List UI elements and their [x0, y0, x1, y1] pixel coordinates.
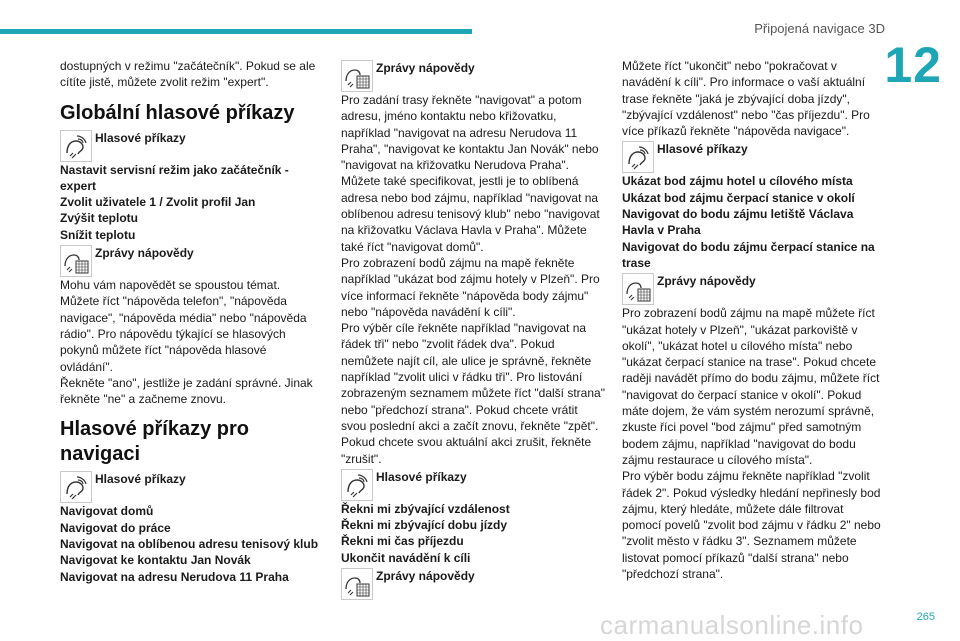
command-line: Ukázat bod zájmu hotel u cílového místa	[622, 174, 853, 189]
voice-commands-label: Hlasové příkazy	[376, 469, 467, 484]
help-text: Pro zobrazení bodů zájmu na mapě můžete říct "ukázat hotely v Plzeň", "ukázat parkoviště v okolí", "ukázat hotel u cílového místa" nebo "ukázat čerpací stanice na trase". Pokud chcete raději navádět přímo do bodu zájmu, můžete říct "navigovat do čerpací stanice v okolí". Pokud máte dojem, že vám systém nerozumí správně, zkuste říci povel "bod zájmu" před samotným bodem zájmu, například "navigovat do bodu zájmu restaurace u cílového místa".	[622, 306, 880, 467]
voice-commands-label-row	[622, 141, 884, 173]
command-line: Navigovat na oblíbenou adresu tenisový klub	[60, 537, 319, 552]
command-line: Navigovat ke kontaktu Jan Novák	[60, 553, 251, 568]
voice-command-icon	[60, 471, 92, 503]
help-messages-label-row	[341, 568, 606, 600]
command-line: Řekni mi zbývající dobu jízdy	[341, 518, 508, 533]
help-message-icon	[341, 60, 373, 92]
column-3	[622, 58, 884, 582]
help-text: Pro výběr cíle řekněte například "navigovat na řádek tři" nebo "zvolit řádek dva". Pokud nemůžete najít cíl, ale ulice je správně, řekněte například "zvolit ulici v řádku tři". Pro listování zobrazeným seznamem můžete říct "další strana" nebo "předchozí strana". Pokud chcete vrátit svou poslední akci a začít znovu, řekněte "zpět". Pokud chcete svou aktuální akci zrušit, řekněte "zrušit".	[341, 321, 605, 466]
voice-commands-label-row	[60, 130, 322, 162]
help-messages-label: Zprávy nápovědy	[95, 246, 194, 261]
command-line: Ukázat bod zájmu čerpací stanice v okolí	[622, 190, 855, 205]
heading-global-voice-commands: Globální hlasové příkazy	[60, 101, 295, 124]
intro-text: Můžete říct "ukončit" nebo "pokračovat v navádění k cíli". Pro informace o vaší aktuální trase řekněte "jaká je zbývající doba jízdy", "zbývající vzdálenost" nebo "čas příjezdu". Pro více příkazů řekněte "nápověda navigace".	[622, 59, 870, 139]
command-line: Navigovat do bodu zájmu čerpací stanice na trase	[622, 239, 875, 270]
help-text: Mohu vám napovědět se spoustou témat. Můžete říct "nápověda telefon", "nápověda navigace", "nápověda média" nebo "nápověda rádio". Pro nápovědu týkající se hlasových pokynů můžete říct "nápověda hlasové ovládání".	[60, 278, 307, 374]
help-messages-label-row	[60, 245, 322, 277]
help-message-icon	[622, 273, 654, 305]
voice-command-icon	[622, 141, 654, 173]
help-text: Řekněte "ano", jestliže je zadání správné. Jinak řekněte "ne" a začneme znovu.	[60, 375, 313, 407]
column-1	[60, 58, 322, 585]
help-messages-label-row	[341, 60, 606, 92]
column-2	[341, 58, 606, 600]
command-line: Zvýšit teplotu	[60, 211, 139, 226]
command-line: Řekni mi zbývající vzdálenost	[341, 501, 510, 516]
voice-commands-label-row	[341, 469, 606, 501]
help-text: Pro výběr bodu zájmu řekněte například "zvolit řádek 2". Pokud výsledky hledání nepřinesly bod zájmu, který hledáte, můžete dále filtrovat pomocí povelů "zvolit bod zájmu v řádku 2" nebo "zvolit město v řádku 3". Seznamem můžete listovat pomocí příkazů "další strana" nebo "předchozí strana".	[622, 469, 881, 582]
command-line: Nastavit servisní režim jako začátečník - expert	[60, 162, 289, 193]
command-line: Řekni mi čas příjezdu	[341, 534, 464, 549]
command-line: Ukončit navádění k cíli	[341, 550, 471, 565]
help-text: Pro zadání trasy řekněte "navigovat" a potom adresu, jméno kontaktu nebo křižovatku, například "navigovat na adresu Nerudova 11 Praha", "navigovat ke kontaktu Jan Novák" nebo "navigovat na křižovatku Nerudova Praha". Můžete také specifikovat, jestli je to oblíbená adresa nebo bod zájmu, například "navigovat na oblíbenou adresu tenisový klub" nebo "navigovat na křižovatku Václava Havla v Praha". Můžete také říct "navigovat domů".	[341, 93, 600, 254]
command-line: Zvolit uživatele 1 / Zvolit profil Jan	[60, 195, 256, 210]
voice-command-icon	[60, 130, 92, 162]
intro-text: dostupných v režimu "začátečník". Pokud se ale cítíte jistě, můžete zvolit režim "expert".	[60, 59, 316, 90]
voice-commands-label-row	[60, 471, 322, 503]
watermark: carmanualsonline.info	[600, 610, 864, 640]
command-line: Navigovat na adresu Nerudova 11 Praha	[60, 569, 289, 584]
header-accent-bar	[0, 29, 472, 34]
command-line: Navigovat do práce	[60, 520, 171, 535]
help-messages-label-row	[622, 273, 884, 305]
voice-commands-label: Hlasové příkazy	[95, 472, 186, 487]
command-line: Snížit teplotu	[60, 227, 136, 242]
help-text: Pro zobrazení bodů zájmu na mapě řekněte například "ukázat bod zájmu hotely v Plzeň". Pro více informací řekněte "nápověda body zájmu" nebo "nápověda navádění k cíli".	[341, 255, 600, 319]
section-title: Připojená navigace 3D	[754, 21, 885, 36]
help-messages-label: Zprávy nápovědy	[376, 569, 475, 584]
heading-navigation-voice-commands: Hlasové příkazy pro navigaci	[60, 418, 249, 466]
page-number: 265	[916, 611, 935, 623]
command-line: Navigovat domů	[60, 504, 154, 519]
chapter-number: 12	[884, 37, 942, 93]
voice-commands-label: Hlasové příkazy	[95, 130, 186, 145]
help-message-icon	[60, 245, 92, 277]
command-line: Navigovat do bodu zájmu letiště Václava Havla v Praha	[622, 207, 854, 238]
help-messages-label: Zprávy nápovědy	[657, 274, 756, 289]
help-message-icon	[341, 568, 373, 600]
voice-commands-label: Hlasové příkazy	[657, 142, 748, 157]
voice-command-icon	[341, 469, 373, 501]
help-messages-label: Zprávy nápovědy	[376, 61, 475, 75]
